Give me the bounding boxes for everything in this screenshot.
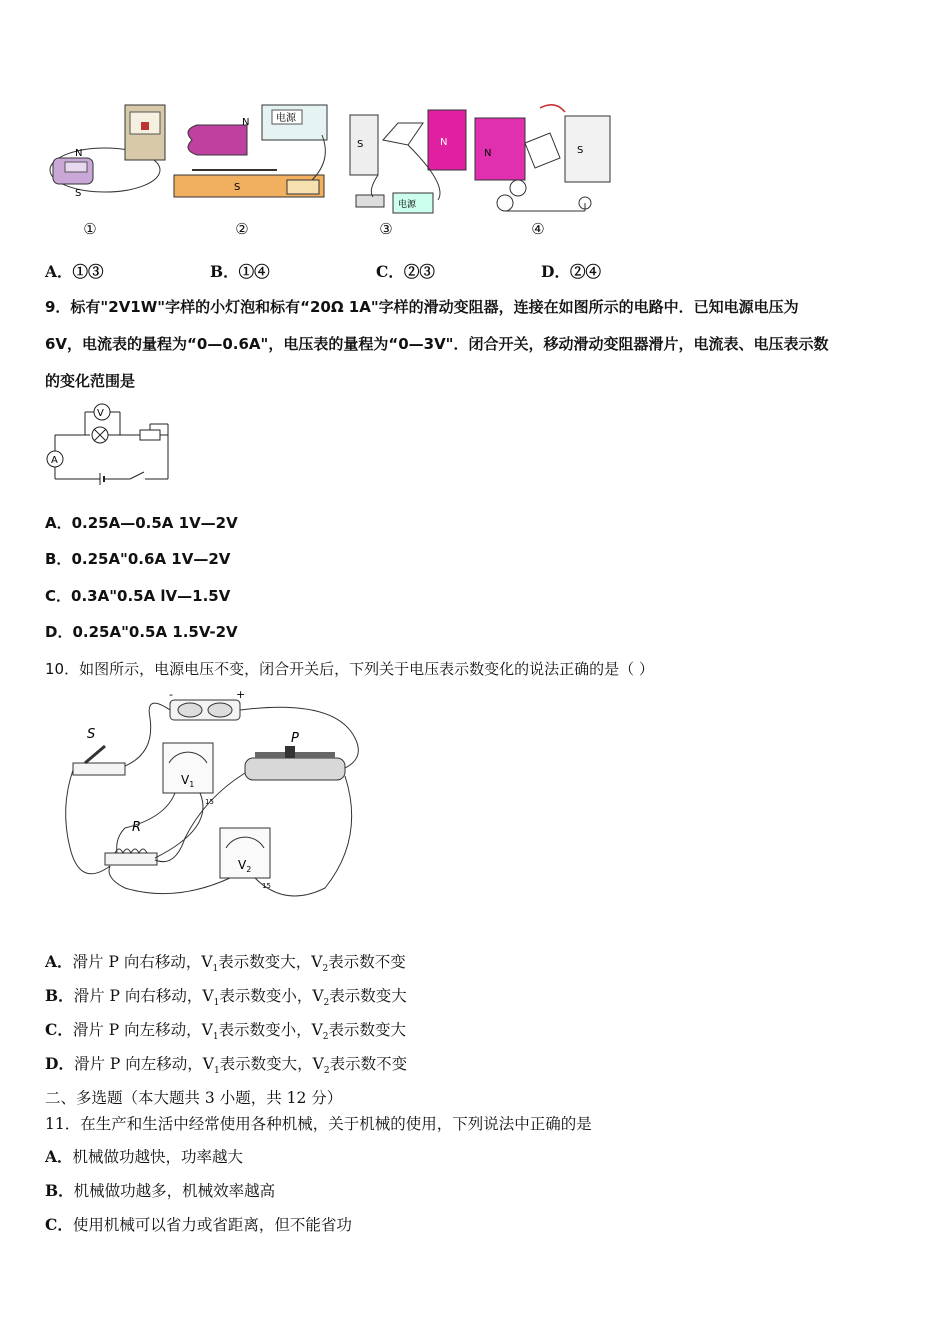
switch-symbol <box>130 472 144 479</box>
subscript-2: 2 <box>322 1032 329 1043</box>
subscript-1: 1 <box>212 964 219 975</box>
q10-option-c[interactable] <box>45 1020 406 1047</box>
rheostat <box>245 758 345 780</box>
figure-2-rail-setup <box>172 100 342 210</box>
option-text: 0.25A—0.5A 1V—2V <box>71 514 238 532</box>
figure-1-galvanometer-setup <box>45 100 175 220</box>
ammeter-label: A <box>51 455 58 466</box>
q9-option-b[interactable] <box>45 549 230 569</box>
v2-letter: V <box>238 858 247 872</box>
subscript-1: 1 <box>213 1066 220 1077</box>
magnet-n-label-2: N <box>242 117 250 128</box>
subscript-1: 1 <box>212 1032 219 1043</box>
q9-option-d[interactable] <box>45 622 238 642</box>
subscript-2: 2 <box>323 1066 330 1077</box>
switch-label: S <box>87 727 96 742</box>
q10-option-a[interactable] <box>45 952 406 979</box>
figure-label-1: ① <box>83 220 97 238</box>
rheostat-symbol <box>140 430 160 440</box>
option-letter: D． <box>45 623 73 641</box>
q11-option-c[interactable] <box>45 1215 352 1235</box>
q8-option-c[interactable] <box>376 262 435 282</box>
option-letter: B． <box>210 262 239 281</box>
magnet-s-label-2: S <box>234 182 241 193</box>
option-text: 0.25A"0.5A 1.5V-2V <box>72 623 238 641</box>
subscript-2: 2 <box>322 964 329 975</box>
option-text: 0.25A"0.6A 1V—2V <box>71 550 231 568</box>
q8-option-d[interactable] <box>541 262 601 282</box>
battery-plus-label: + <box>236 688 246 701</box>
option-text-part: 表示数变大 <box>329 987 407 1005</box>
q9-option-c[interactable] <box>45 586 230 606</box>
option-text: 机械做功越多，机械效率越高 <box>73 1182 276 1200</box>
option-text-part: 表示数不变 <box>329 1055 408 1073</box>
magnet-s-label-3: S <box>357 139 364 150</box>
voltmeter-label: V <box>97 408 104 419</box>
option-letter: B． <box>45 986 74 1005</box>
magnet-s-label-4: S <box>577 145 584 156</box>
section-heading: 二、多选题（本大题共 3 小题，共 12 分） <box>45 1089 343 1107</box>
option-text: ②③ <box>403 262 435 281</box>
figure-3-coil-setup <box>348 105 473 215</box>
q11-stem: 11．在生产和生活中经常使用各种机械，关于机械的使用，下列说法中正确的是 <box>45 1115 592 1133</box>
option-text-part: 表示数变小，V <box>219 987 324 1005</box>
option-text-part: 表示数变小，V <box>218 1021 323 1039</box>
magnet-s-label: S <box>75 188 82 199</box>
option-text: ①④ <box>238 262 270 281</box>
option-text-part: 滑片 P 向左移动，V <box>72 1021 213 1039</box>
v1-subscript: 1 <box>189 780 195 789</box>
v1-terminal-label: 15 <box>205 798 214 806</box>
option-text-part: 表示数变大，V <box>219 1055 324 1073</box>
q9-stem-line-2: 6V，电流表的量程为“0—0.6A"，电压表的量程为“0—3V"．闭合开关，移动滑动变阻器滑片，电流表、电压表示数 <box>45 335 829 353</box>
power-label-3: 电源 <box>398 200 417 210</box>
v2-subscript: 2 <box>246 865 252 874</box>
option-letter: A． <box>45 1147 73 1166</box>
magnet-n-label-3: N <box>440 137 448 148</box>
q9-circuit-diagram <box>45 402 175 482</box>
q9-stem-line-3: 的变化范围是 <box>45 372 136 390</box>
v1-letter: V <box>181 773 190 787</box>
switch-base <box>73 763 125 775</box>
option-letter: C． <box>376 262 404 281</box>
q11-option-b[interactable] <box>45 1181 275 1201</box>
resistor-label: R <box>132 820 142 835</box>
option-letter: D． <box>541 262 570 281</box>
option-letter: A． <box>45 262 73 281</box>
option-text: ②④ <box>569 262 601 281</box>
q10-stem: 10．如图所示，电源电压不变，闭合开关后，下列关于电压表示数变化的说法正确的是（ ） <box>45 660 654 678</box>
option-letter: B． <box>45 550 72 568</box>
option-text: 机械做功越快，功率越大 <box>72 1148 244 1166</box>
q9-option-a[interactable] <box>45 513 238 533</box>
magnet-n-label: N <box>75 148 83 159</box>
option-text-part: 表示数变大，V <box>218 953 323 971</box>
figure-label-4: ④ <box>531 220 545 238</box>
subscript-2: 2 <box>323 998 330 1009</box>
q8-option-a[interactable] <box>45 262 104 282</box>
battery-minus-label: - <box>169 688 173 701</box>
option-letter: C． <box>45 1020 73 1039</box>
figure-label-3: ③ <box>379 220 393 238</box>
v2-terminal-label: 15 <box>262 882 271 890</box>
subscript-1: 1 <box>213 998 220 1009</box>
option-text-part: 滑片 P 向左移动，V <box>73 1055 214 1073</box>
option-letter: D． <box>45 1054 74 1073</box>
option-letter: A． <box>45 514 72 532</box>
q11-option-a[interactable] <box>45 1147 243 1167</box>
option-text-part: 滑片 P 向右移动，V <box>72 953 213 971</box>
option-text-part: 表示数变大 <box>328 1021 407 1039</box>
option-text-part: 表示数不变 <box>328 953 406 971</box>
option-letter: C． <box>45 1215 73 1234</box>
option-letter: C． <box>45 587 72 605</box>
option-text: ①③ <box>72 262 104 281</box>
power-label-2: 电源 <box>276 113 296 124</box>
option-text: 使用机械可以省力或省距离，但不能省功 <box>72 1216 352 1234</box>
figure-4-rotating-coil <box>470 98 615 218</box>
q8-option-b[interactable] <box>210 262 270 282</box>
option-text: 0.3A"0.5A lV—1.5V <box>71 587 231 605</box>
q10-option-b[interactable] <box>45 986 407 1013</box>
option-letter: B． <box>45 1181 74 1200</box>
q10-circuit-figure <box>55 688 375 918</box>
option-text-part: 滑片 P 向右移动，V <box>73 987 214 1005</box>
magnet-n-label-4: N <box>484 148 492 159</box>
resistor-base <box>105 853 157 865</box>
q10-option-d[interactable] <box>45 1054 407 1081</box>
q9-stem-line-1: 9．标有"2V1W"字样的小灯泡和标有“20Ω 1A"字样的滑动变阻器，连接在如图所示的电路中．已知电源电压为 <box>45 298 799 316</box>
option-letter: A． <box>45 952 73 971</box>
slider-label: P <box>291 731 299 746</box>
figure-label-2: ② <box>235 220 249 238</box>
